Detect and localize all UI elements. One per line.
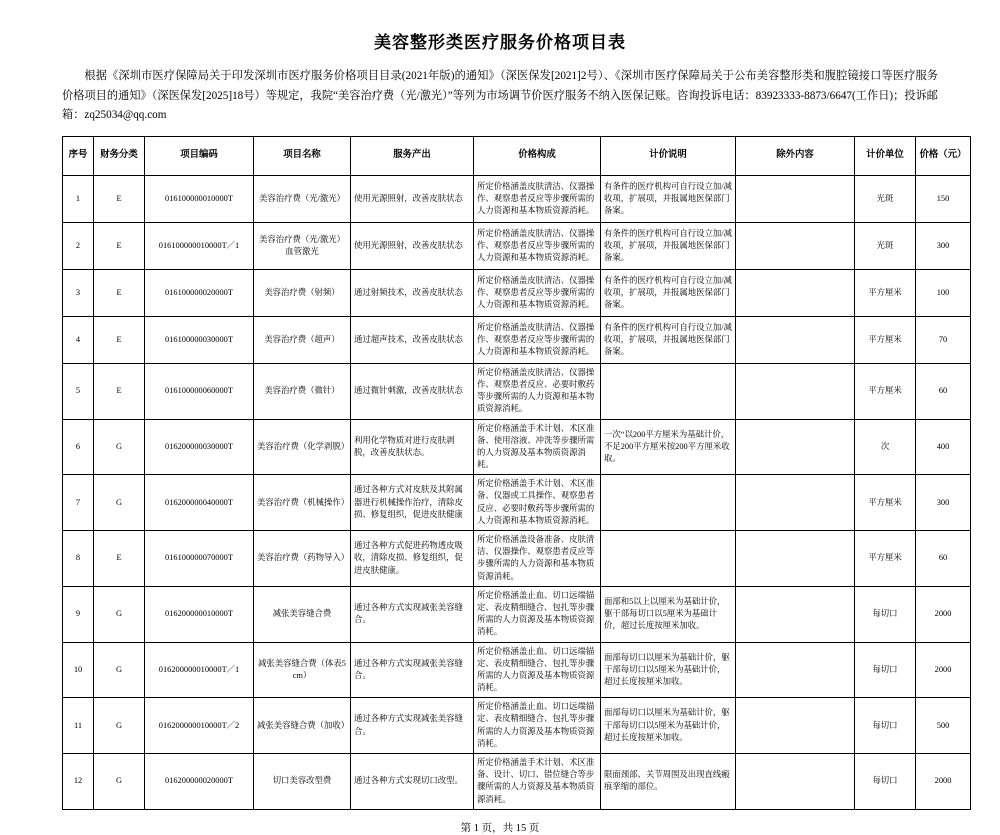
cell-finance: G [94, 642, 145, 698]
cell-note: 有条件的医疗机构可自行设立加/减收项，扩展项，并报属地医保部门备案。 [601, 175, 736, 222]
cell-output: 通过各种方式实现切口改型。 [351, 754, 474, 810]
table-row [63, 754, 971, 810]
cell-price: 400 [916, 419, 971, 475]
cell-note: 有条件的医疗机构可自行设立加/减收项，扩展项，并报属地医保部门备案。 [601, 269, 736, 316]
cell-output: 通过各种方式实现减张美容缝合。 [351, 642, 474, 698]
cell-composition: 所定价格涵盖止血、切口远端锚定、表皮精细缝合、包扎等步骤所需的人力资源及基本物质资源消耗。 [474, 586, 601, 642]
page-footer: 第 1 页，共 15 页 [460, 822, 540, 834]
table-row [63, 269, 971, 316]
cell-note: 有条件的医疗机构可自行设立加/减收项，扩展项，并报属地医保部门备案。 [601, 316, 736, 363]
cell-exclusion [736, 363, 855, 419]
cell-note: 一次“以200平方厘米为基础计价，不足200平方厘米按200平方厘米收取。 [601, 419, 736, 475]
cell-finance: G [94, 419, 145, 475]
cell-seq: 3 [63, 269, 94, 316]
table-row [63, 531, 971, 587]
cell-composition: 所定价格涵盖手术计划、术区准备、仪器或工具操作、观察患者反应、必要时敷药等步骤所需的人力资源和基本物质资源消耗。 [474, 475, 601, 531]
table-row [63, 642, 971, 698]
cell-note [601, 363, 736, 419]
cell-price: 2000 [916, 754, 971, 810]
cell-composition: 所定价格涵盖皮肤清洁、仪器操作、观察患者反应、必要时敷药等步骤所需的人力资源和基本物质资源消耗。 [474, 363, 601, 419]
cell-note: 限面颈部、关节周围及出现直线瘢痕挛缩的部位。 [601, 754, 736, 810]
cell-name: 美容治疗费（微针） [254, 363, 351, 419]
cell-price: 300 [916, 475, 971, 531]
cell-name: 美容治疗费（化学剥脱） [254, 419, 351, 475]
cell-unit: 平方厘米 [855, 531, 916, 587]
cell-exclusion [736, 754, 855, 810]
cell-unit: 平方厘米 [855, 316, 916, 363]
cell-code: 016100000010000T／1 [145, 222, 254, 269]
table-row [63, 419, 971, 475]
cell-composition: 所定价格涵盖设备准备、皮肤清洁、仪器操作、观察患者反应等步骤所需的人力资源和基本物质资源消耗。 [474, 531, 601, 587]
cell-unit: 光斑 [855, 222, 916, 269]
cell-seq: 8 [63, 531, 94, 587]
cell-seq: 5 [63, 363, 94, 419]
col-header-name: 项目名称 [254, 136, 351, 175]
cell-exclusion [736, 175, 855, 222]
cell-composition: 所定价格涵盖皮肤清洁、仪器操作、观察患者反应等步骤所需的人力资源和基本物质资源消耗。 [474, 269, 601, 316]
cell-seq: 12 [63, 754, 94, 810]
cell-output: 通过各种方式对皮肤及其附属器进行机械操作治疗，清除皮损、修复组织，促进皮肤健康 [351, 475, 474, 531]
cell-name: 减张美容缝合费（加收） [254, 698, 351, 754]
cell-output: 使用光源照射，改善皮肤状态 [351, 222, 474, 269]
cell-finance: G [94, 698, 145, 754]
cell-exclusion [736, 222, 855, 269]
price-table [62, 136, 971, 810]
cell-name: 美容治疗费（光/激光） [254, 175, 351, 222]
cell-exclusion [736, 269, 855, 316]
cell-finance: E [94, 175, 145, 222]
cell-composition: 所定价格涵盖止血、切口远端锚定、表皮精细缝合、包扎等步骤所需的人力资源及基本物质资源消耗。 [474, 642, 601, 698]
cell-unit: 每切口 [855, 642, 916, 698]
cell-code: 016200000010000T／2 [145, 698, 254, 754]
cell-name: 切口美容改型费 [254, 754, 351, 810]
col-header-note: 计价说明 [601, 136, 736, 175]
cell-name: 美容治疗费（光/激光）血管激光 [254, 222, 351, 269]
cell-name: 美容治疗费（超声） [254, 316, 351, 363]
table-row [63, 222, 971, 269]
cell-unit: 光斑 [855, 175, 916, 222]
cell-finance: E [94, 269, 145, 316]
cell-price: 150 [916, 175, 971, 222]
cell-price: 300 [916, 222, 971, 269]
cell-output: 通过各种方式实现减张美容缝合。 [351, 586, 474, 642]
intro-paragraph: 根据《深圳市医疗保障局关于印发深圳市医疗服务价格项目目录(2021年版)的通知》（深医保发[2021]2号）、《深圳市医疗保障局关于公布美容整形类和腹腔镜接口等医疗服务价格项目的通知》（深医保发[2025]18号）等规定，我院“美容治疗费（光/激光）”等列为市场调节价医疗服务不纳入医保记账。咨询投诉电话：83923333-8873/6647(工作日)；投诉邮箱：zq25034@qq.com [62, 70, 938, 122]
cell-name: 减张美容缝合费（体表5cm） [254, 642, 351, 698]
col-header-price: 价格（元） [916, 136, 971, 175]
cell-unit: 平方厘米 [855, 363, 916, 419]
cell-composition: 所定价格涵盖皮肤清洁、仪器操作、观察患者反应等步骤所需的人力资源和基本物质资源消耗。 [474, 222, 601, 269]
cell-finance: E [94, 316, 145, 363]
cell-seq: 10 [63, 642, 94, 698]
cell-code: 016200000010000T／1 [145, 642, 254, 698]
cell-unit: 每切口 [855, 754, 916, 810]
col-header-code: 项目编码 [145, 136, 254, 175]
page-title: 美容整形类医疗服务价格项目表 [374, 33, 626, 52]
cell-composition: 所定价格涵盖手术计划、术区准备、设计、切口、错位缝合等步骤所需的人力资源及基本物质资源消耗。 [474, 754, 601, 810]
cell-code: 016100000060000T [145, 363, 254, 419]
cell-finance: G [94, 754, 145, 810]
cell-exclusion [736, 531, 855, 587]
table-row [63, 316, 971, 363]
cell-price: 2000 [916, 586, 971, 642]
cell-unit: 平方厘米 [855, 475, 916, 531]
col-header-seq: 序号 [63, 136, 94, 175]
cell-finance: E [94, 363, 145, 419]
cell-unit: 次 [855, 419, 916, 475]
cell-finance: G [94, 475, 145, 531]
cell-seq: 9 [63, 586, 94, 642]
cell-composition: 所定价格涵盖皮肤清洁、仪器操作、观察患者反应等步骤所需的人力资源和基本物质资源消耗。 [474, 316, 601, 363]
col-header-composition: 价格构成 [474, 136, 601, 175]
cell-finance: E [94, 531, 145, 587]
cell-name: 美容治疗费（射频） [254, 269, 351, 316]
cell-note: 面部每切口以厘米为基础计价，躯干部每切口以5厘米为基础计价，超过长度按厘米加收。 [601, 642, 736, 698]
cell-price: 70 [916, 316, 971, 363]
cell-code: 016200000020000T [145, 754, 254, 810]
cell-seq: 7 [63, 475, 94, 531]
cell-output: 通过微针刺激，改善皮肤状态 [351, 363, 474, 419]
cell-seq: 4 [63, 316, 94, 363]
cell-unit: 每切口 [855, 586, 916, 642]
cell-code: 016100000030000T [145, 316, 254, 363]
table-row [63, 698, 971, 754]
cell-seq: 11 [63, 698, 94, 754]
cell-seq: 6 [63, 419, 94, 475]
cell-output: 利用化学物质对进行皮肤剥脱，改善皮肤状态。 [351, 419, 474, 475]
cell-note [601, 475, 736, 531]
cell-code: 016200000010000T [145, 586, 254, 642]
cell-output: 通过各种方式实现减张美容缝合。 [351, 698, 474, 754]
table-header [63, 136, 971, 175]
cell-output: 使用光源照射，改善皮肤状态 [351, 175, 474, 222]
cell-price: 60 [916, 531, 971, 587]
cell-note: 面部和5以上以厘米为基础计价，躯干部每切口以5厘米为基础计价，超过长度按厘米加收。 [601, 586, 736, 642]
cell-finance: G [94, 586, 145, 642]
cell-composition: 所定价格涵盖皮肤清洁、仪器操作、观察患者反应等步骤所需的人力资源和基本物质资源消耗。 [474, 175, 601, 222]
cell-output: 通过射频技术，改善皮肤状态 [351, 269, 474, 316]
col-header-unit: 计价单位 [855, 136, 916, 175]
col-header-exclusion: 除外内容 [736, 136, 855, 175]
cell-code: 016200000030000T [145, 419, 254, 475]
cell-exclusion [736, 419, 855, 475]
table-row [63, 475, 971, 531]
cell-output: 通过各种方式促进药物透皮吸收，清除皮损、修复组织，促进皮肤健康。 [351, 531, 474, 587]
table-header-row [63, 136, 971, 175]
col-header-output: 服务产出 [351, 136, 474, 175]
cell-finance: E [94, 222, 145, 269]
cell-name: 减张美容缝合费 [254, 586, 351, 642]
table-row [63, 586, 971, 642]
cell-code: 016200000040000T [145, 475, 254, 531]
cell-exclusion [736, 475, 855, 531]
col-header-finance: 财务分类 [94, 136, 145, 175]
cell-seq: 1 [63, 175, 94, 222]
cell-price: 100 [916, 269, 971, 316]
cell-exclusion [736, 316, 855, 363]
cell-price: 60 [916, 363, 971, 419]
cell-composition: 所定价格涵盖手术计划、术区准备、使用溶液、冲洗等步骤所需的人力资源及基本物质资源消耗。 [474, 419, 601, 475]
cell-exclusion [736, 698, 855, 754]
cell-unit: 每切口 [855, 698, 916, 754]
cell-code: 016100000070000T [145, 531, 254, 587]
cell-exclusion [736, 642, 855, 698]
cell-code: 016100000010000T [145, 175, 254, 222]
table-row [63, 175, 971, 222]
cell-price: 500 [916, 698, 971, 754]
cell-exclusion [736, 586, 855, 642]
table-body [63, 175, 971, 809]
cell-name: 美容治疗费（机械操作） [254, 475, 351, 531]
cell-note [601, 531, 736, 587]
cell-seq: 2 [63, 222, 94, 269]
table-row [63, 363, 971, 419]
cell-note: 有条件的医疗机构可自行设立加/减收项，扩展项，并报属地医保部门备案。 [601, 222, 736, 269]
cell-price: 2000 [916, 642, 971, 698]
cell-output: 通过超声技术，改善皮肤状态 [351, 316, 474, 363]
cell-name: 美容治疗费（药物导入） [254, 531, 351, 587]
cell-note: 面部每切口以厘米为基础计价，躯干部每切口以5厘米为基础计价，超过长度按厘米加收。 [601, 698, 736, 754]
cell-code: 016100000020000T [145, 269, 254, 316]
cell-unit: 平方厘米 [855, 269, 916, 316]
cell-composition: 所定价格涵盖止血、切口远端锚定、表皮精细缝合、包扎等步骤所需的人力资源及基本物质资源消耗。 [474, 698, 601, 754]
